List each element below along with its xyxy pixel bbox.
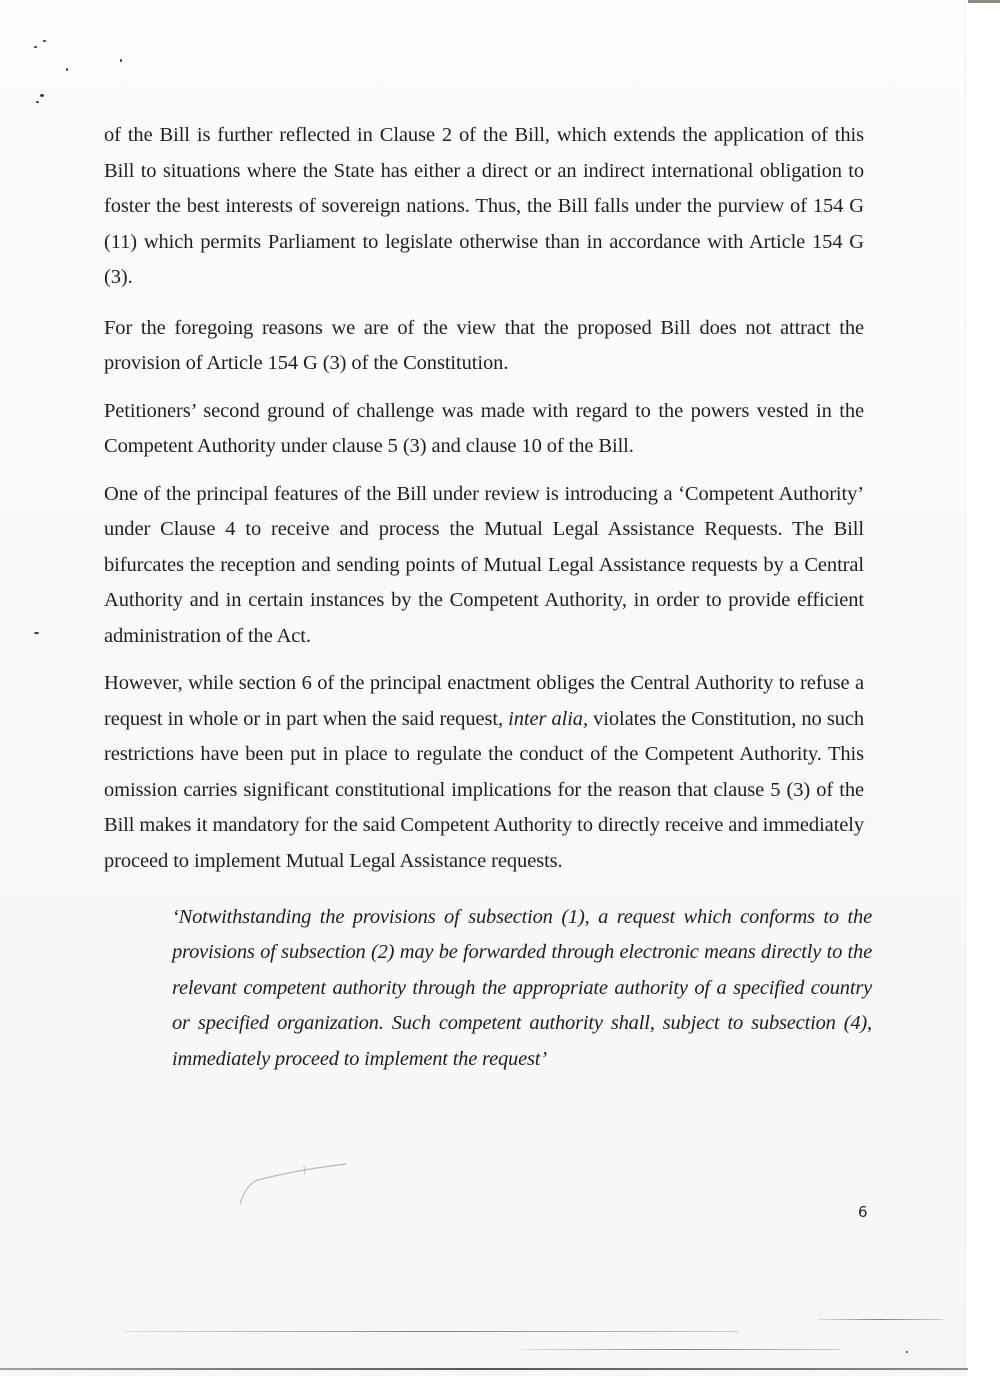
pen-stroke-mark xyxy=(236,1162,386,1212)
scan-speck xyxy=(120,59,122,62)
paragraph-section-6-omission xyxy=(104,666,864,879)
paragraph-article-154g-purview: of the Bill is further reflected in Clause 2 of the Bill, which extends the application of this Bill to situations where the State has either a direct or an indirect international obligation to foster the best interests of sovereign nations. Thus, the Bill falls under the purview of 154 G (11) which permits Parliament to legislate otherwise than in accordance with Article 154 G (3). xyxy=(104,124,864,288)
scan-speck xyxy=(34,632,39,634)
scan-speck xyxy=(34,46,37,48)
page-number: 6 xyxy=(858,1203,868,1221)
scan-speck xyxy=(43,40,46,42)
paragraph-text: , violates the Constitution, no such restrictions have been put in place to regulate the conduct of the Competent Authority. This omission carries significant constitutional implications for the reason that clause 5 (3) of the Bill makes it mandatory for the said Competent Authority to directly receive and immediately proceed to implement Mutual Legal Assistance requests. xyxy=(104,707,864,872)
scan-speck xyxy=(40,94,44,97)
latin-term-inter-alia: inter alia xyxy=(508,707,583,730)
scan-line xyxy=(0,1368,968,1370)
scan-line xyxy=(522,1349,840,1350)
paragraph-second-ground: Petitioners’ second ground of challenge was made with regard to the powers vested in the Competent Authority under clause 5 (3) and clause 10 of the Bill. xyxy=(104,399,864,457)
scan-line xyxy=(818,1319,943,1320)
scan-speck xyxy=(906,1351,908,1353)
paragraph-competent-authority: One of the principal features of the Bill under review is introducing a ‘Competent Authority’ under Clause 4 to receive and process the Mutual Legal Assistance Requests. The Bill bifurcates the reception and sending points of Mutual Legal Assistance requests by a Central Authority and in certain instances by the Competent Authority, in order to provide efficient administration of the Act. xyxy=(104,482,864,647)
scan-speck xyxy=(66,68,68,71)
page-edge-mark xyxy=(968,0,1000,3)
document-body xyxy=(104,118,872,1098)
page-edge xyxy=(965,0,1000,1376)
scan-speck xyxy=(36,101,39,103)
paragraph-conclusion-154g: For the foregoing reasons we are of the view that the proposed Bill does not attract the provision of Article 154 G (3) of the Constitution. xyxy=(104,316,864,374)
scan-line xyxy=(124,1331,739,1332)
block-quote-clause-5-3: ‘Notwithstanding the provisions of subsection (1), a request which conforms to the provisions of subsection (2) may be forwarded through electronic means directly to the relevant competent authority through the appropriate authority of a specified country or specified organization. Such competent authority shall, subject to subsection (4), immediately proceed to implement the request’ xyxy=(172,905,872,1070)
paragraph-text: However, while section 6 of the principal enactment obliges the Central Authority to refuse a request in whole or in part when the said request, xyxy=(104,672,864,730)
